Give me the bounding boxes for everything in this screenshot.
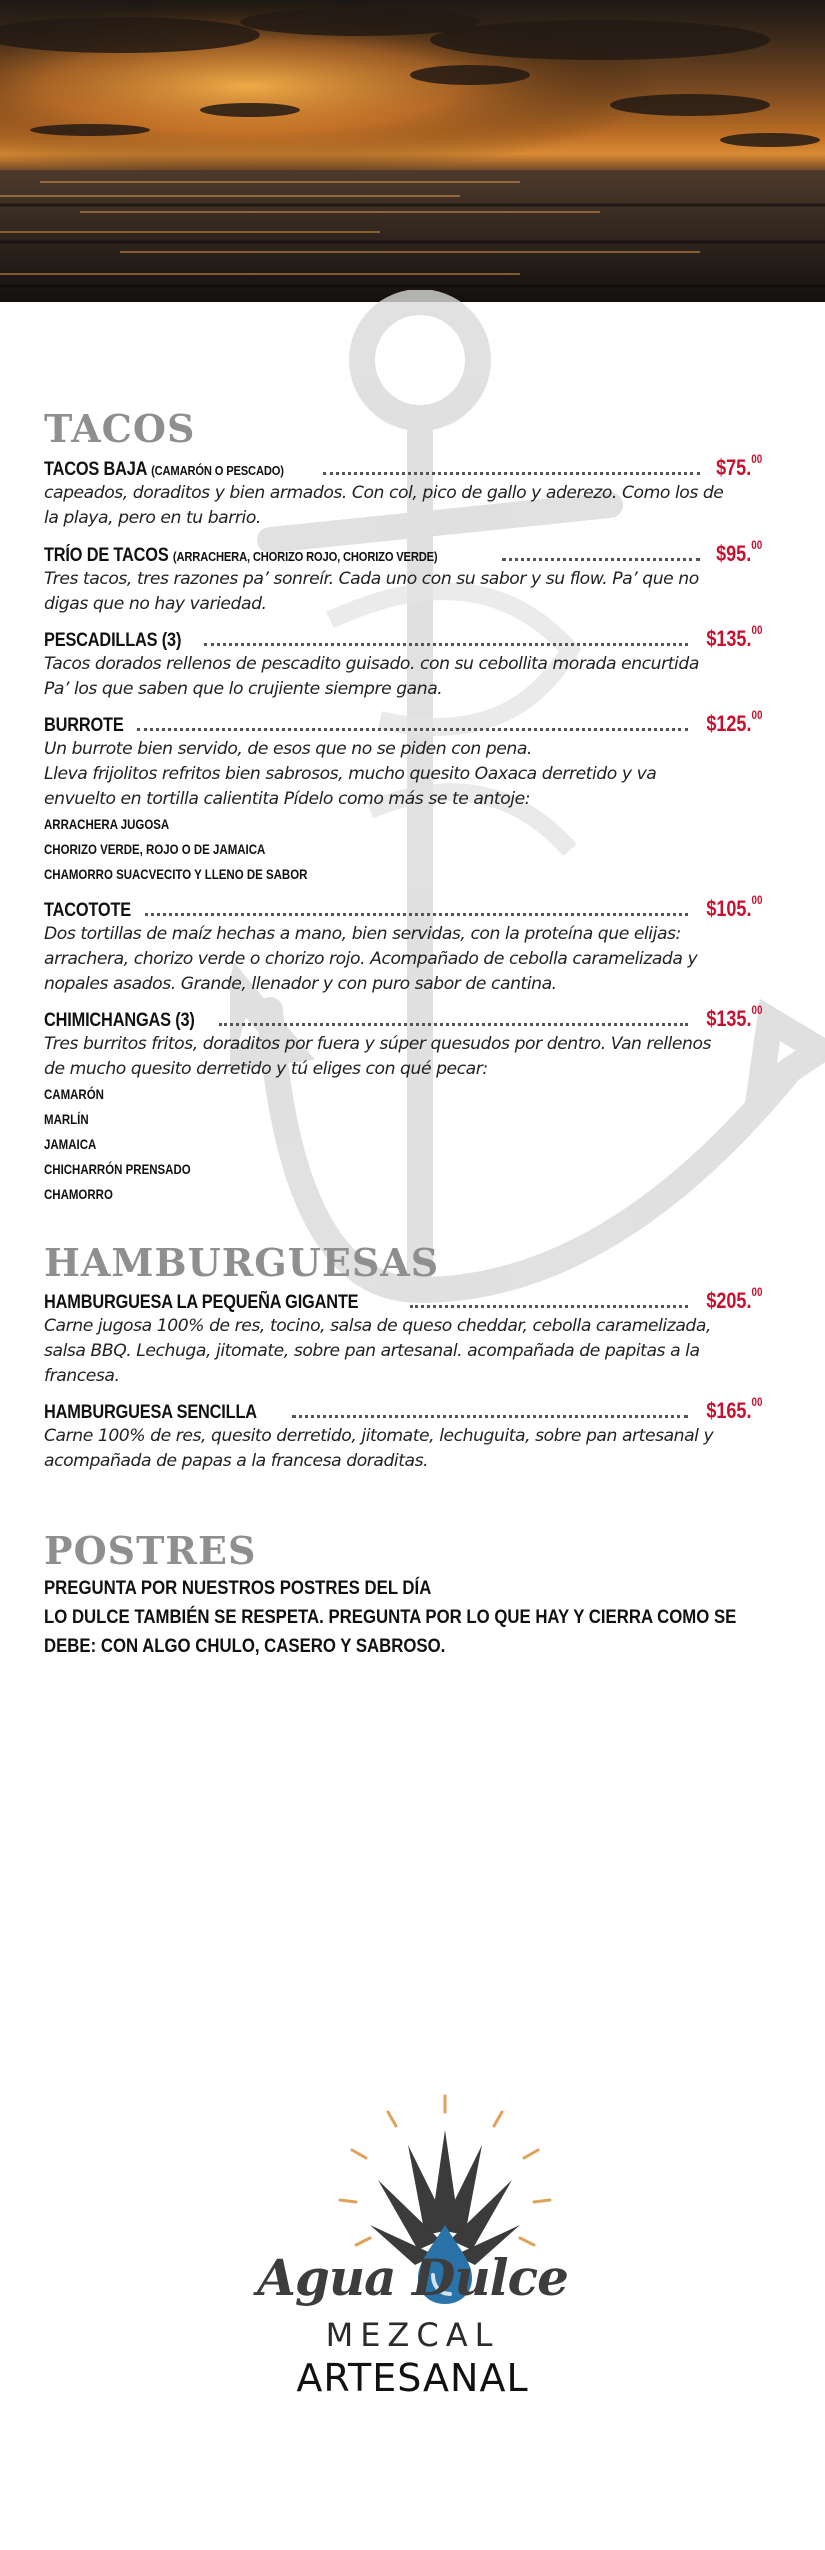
item-description: Carne 100% de res, quesito derretido, jitomate, lechuguita, sobre pan artesanal y acompañada de papas a la francesa doraditas.	[44, 1426, 714, 1471]
item-price: $165.00	[705, 1394, 762, 1423]
menu-item-pescadillas	[44, 622, 762, 702]
item-name: TRÍO DE TACOS (ARRACHERA, CHORIZO ROJO, CHORIZO VERDE)	[44, 545, 438, 566]
brand-line-mezcal: MEZCAL	[325, 2316, 500, 2354]
dotted-leader	[204, 642, 688, 646]
item-price: $95.00	[715, 537, 762, 566]
option-item: CHAMORRO	[44, 1186, 113, 1202]
item-name: PESCADILLAS (3)	[44, 630, 182, 651]
menu-item-chimichangas	[44, 1002, 762, 1207]
option-item: CHICHARRÓN PRENSADO	[44, 1161, 191, 1177]
item-description: Tres burritos fritos, doraditos por fuera y súper quesudos por dentro. Van rellenos de mucho quesito derretido y tú eliges con qué pecar:	[44, 1034, 712, 1079]
dotted-leader	[292, 1414, 688, 1418]
dotted-leader	[137, 727, 688, 731]
item-price: $75.00	[715, 451, 762, 480]
hero-sunset-photo	[0, 0, 825, 302]
item-description: Carne jugosa 100% de res, tocino, salsa de queso cheddar, cebolla caramelizada, salsa BBQ. Lechuga, jitomate, sobre pan artesanal. acompañada de papitas a la francesa.	[44, 1316, 711, 1386]
option-item: CHORIZO VERDE, ROJO O DE JAMAICA	[44, 841, 266, 857]
brand-line-artesanal: ARTESANAL	[296, 2356, 529, 2400]
menu-item-tacotote	[44, 892, 762, 997]
dotted-leader	[410, 1304, 688, 1308]
menu-item-hamburguesa-pequena-gigante	[44, 1284, 762, 1389]
item-price: $135.00	[705, 622, 762, 651]
postres-line: PREGUNTA POR NUESTROS POSTRES DEL DÍA	[44, 1577, 432, 1599]
section-title-hamburguesas: HAMBURGUESAS	[44, 1240, 440, 1285]
postres-line: DEBE: CON ALGO CHULO, CASERO Y SABROSO.	[44, 1635, 446, 1657]
item-name: BURROTE	[44, 715, 124, 736]
item-price: $125.00	[705, 707, 762, 736]
dotted-leader	[145, 912, 687, 916]
menu-item-tacos-baja	[44, 451, 762, 531]
menu-item-hamburguesa-sencilla	[44, 1394, 762, 1474]
brand-name: Agua Dulce	[257, 2248, 568, 2307]
dotted-leader	[502, 557, 700, 561]
item-description: Tres tacos, tres razones pa’ sonreír. Cada uno con su sabor y su flow. Pa’ que no digas que no hay variedad.	[44, 569, 699, 614]
option-item: CHAMORRO SUACVECITO Y LLENO DE SABOR	[44, 866, 308, 882]
item-price: $135.00	[705, 1002, 762, 1031]
item-description: Dos tortillas de maíz hechas a mano, bien servidas, con la proteína que elijas: arrachera, chorizo verde o chorizo rojo. Acompañado de cebolla caramelizada y nopales asados. Grande, llenador y con puro sabor de cantina.	[44, 924, 698, 994]
item-price: $205.00	[705, 1284, 762, 1313]
section-title-tacos: TACOS	[44, 406, 196, 451]
item-name: HAMBURGUESA LA PEQUEÑA GIGANTE	[44, 1292, 359, 1313]
item-name: CHIMICHANGAS (3)	[44, 1010, 195, 1031]
item-description: capeados, doraditos y bien armados. Con col, pico de gallo y aderezo. Como los de la playa, pero en tu barrio.	[44, 483, 724, 528]
item-price: $105.00	[705, 892, 762, 921]
menu-item-trio-de-tacos	[44, 537, 762, 617]
item-name: TACOTOTE	[44, 900, 131, 921]
dotted-leader	[219, 1022, 687, 1026]
option-item: MARLÍN	[44, 1111, 89, 1127]
section-title-postres: POSTRES	[44, 1528, 257, 1573]
option-item: CAMARÓN	[44, 1086, 104, 1102]
item-name: HAMBURGUESA SENCILLA	[44, 1402, 257, 1423]
dotted-leader	[323, 471, 700, 475]
item-name: TACOS BAJA (CAMARÓN O PESCADO)	[44, 459, 284, 480]
option-item: JAMAICA	[44, 1136, 97, 1152]
option-item: ARRACHERA JUGOSA	[44, 816, 170, 832]
menu-item-burrote	[44, 707, 762, 887]
item-description: Tacos dorados rellenos de pescadito guisado. con su cebollita morada encurtida Pa’ los que saben que lo crujiente siempre gana.	[44, 654, 699, 699]
item-description: Un burrote bien servido, de esos que no se piden con pena. Lleva frijolitos refritos bien sabrosos, mucho quesito Oaxaca derretido y va envuelto en tortilla calientita Pídelo como más se te antoje:	[44, 739, 657, 809]
postres-line: LO DULCE TAMBIÉN SE RESPETA. PREGUNTA POR LO QUE HAY Y CIERRA COMO SE	[44, 1606, 737, 1628]
